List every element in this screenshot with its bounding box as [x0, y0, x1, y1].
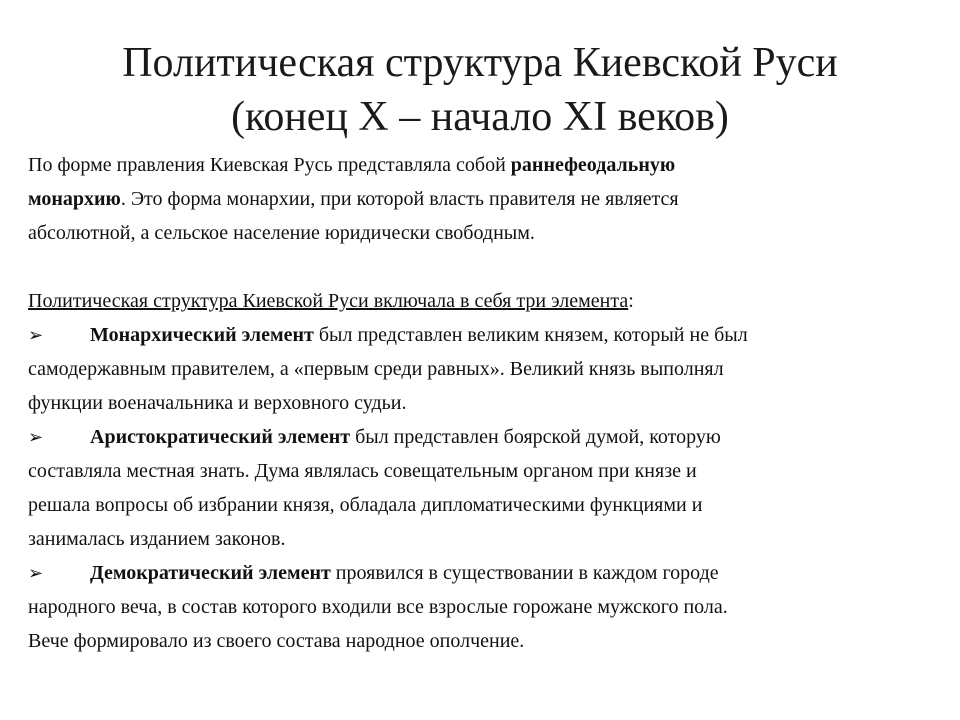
- subheading-colon: :: [628, 290, 634, 312]
- bullet-democratic: [28, 556, 908, 658]
- bullet-text: был представлен боярской думой, которую: [350, 426, 721, 448]
- arrow-bullet-icon: ➢: [28, 427, 44, 447]
- slide-title: [40, 36, 920, 144]
- slide-body: [28, 148, 908, 658]
- intro-line-1: [28, 148, 908, 182]
- bullet-line: составляла местная знать. Дума являлась совещательным органом при князе и: [28, 460, 697, 482]
- bullet-aristocratic: [28, 420, 908, 556]
- title-line-1: Политическая структура Киевской Руси: [122, 40, 838, 86]
- bullet-text: был представлен великим князем, который не был: [313, 324, 748, 346]
- title-line-2: (конец X – начало XI веков): [231, 94, 729, 140]
- bullet-line: функции военачальника и верховного судьи.: [28, 392, 407, 414]
- bullet-text: проявился в существовании в каждом городе: [330, 562, 719, 584]
- bullet-monarchic: [28, 318, 908, 420]
- intro-text-2: . Это форма монархии, при которой власть правителя не является: [120, 188, 679, 210]
- bullet-line: [28, 556, 908, 590]
- intro-bold-term: раннефеодальную: [510, 154, 676, 176]
- bullet-line: народного веча, в состав которого входили все взрослые горожане мужского пола.: [28, 596, 728, 618]
- subheading: [28, 284, 908, 318]
- bullet-term: Аристократический элемент: [90, 426, 351, 448]
- arrow-bullet-icon: ➢: [28, 325, 44, 345]
- subheading-text: Политическая структура Киевской Руси включала в себя три элемента: [28, 290, 629, 312]
- intro-line-2: [28, 182, 908, 216]
- intro-text: По форме правления Киевская Русь представляла собой: [28, 154, 511, 176]
- bullet-line: решала вопросы об избрании князя, обладала дипломатическими функциями и: [28, 494, 703, 516]
- intro-bold-term-2: монархию: [28, 188, 121, 210]
- bullet-line: [28, 318, 908, 352]
- paragraph-gap: [28, 250, 908, 284]
- bullet-line: самодержавным правителем, а «первым среди равных». Великий князь выполнял: [28, 358, 724, 380]
- intro-line-3: абсолютной, а сельское население юридически свободным.: [28, 222, 535, 244]
- bullet-line: [28, 420, 908, 454]
- bullet-line: занималась изданием законов.: [28, 528, 286, 550]
- bullet-term: Монархический элемент: [90, 324, 314, 346]
- bullet-term: Демократический элемент: [90, 562, 331, 584]
- arrow-bullet-icon: ➢: [28, 563, 44, 583]
- bullet-line: Вече формировало из своего состава народное ополчение.: [28, 630, 525, 652]
